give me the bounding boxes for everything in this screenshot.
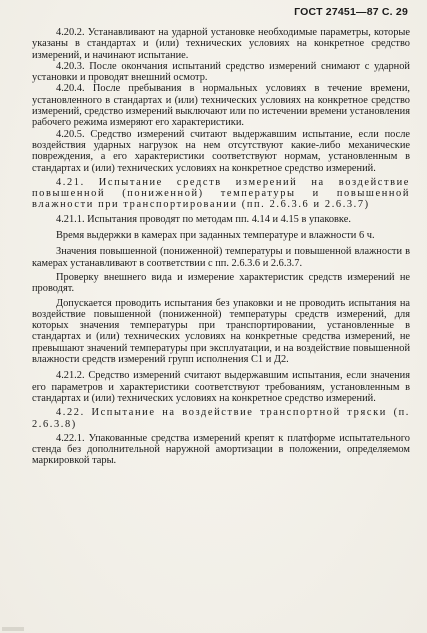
section-heading-4-21: 4.21. Испытание средств измерений на воздействие повышенной (пониженной) температуры и повышенной влажности при транспортировании (пп. 2.6.3.6 и 2.6.3.7)	[32, 176, 410, 211]
paragraph-4-22-1: 4.22.1. Упакованные средства измерений крепят к платформе испытательного стенда без дополнительной наружной амортизации в положении, определяемом маркировкой тары.	[32, 432, 410, 467]
page-header: ГОСТ 27451—87 С. 29	[294, 6, 408, 18]
paragraph-inspection: Проверку внешнего вида и измерение характеристик средств измерений не проводят.	[32, 271, 410, 295]
paragraph-4-20-2: 4.20.2. Устанавливают на ударной установке необходимые параметры, которые указаны в стандартах и (или) технических условиях на конкретное средство измерений, и начинают испытание.	[32, 27, 410, 61]
paragraph-exposure-time: Время выдержки в камерах при заданных температуре и влажности 6 ч.	[56, 230, 375, 242]
section-heading-4-22: 4.22. Испытание на воздействие транспортной тряски (п. 2.6.3.8)	[32, 407, 410, 430]
paragraph-4-20-5: 4.20.5. Средство измерений считают выдержавшим испытание, если после воздействия ударных нагрузок на нем отсутствуют какие-либо механические повреждения, а его характеристики соответствуют нормам, установленным в стандартах и (или) технических условиях на конкретное средство измерений.	[32, 128, 410, 174]
paragraph-4-21-1: 4.21.1. Испытания проводят по методам пп. 4.14 и 4.15 в упаковке.	[56, 213, 351, 225]
paragraph-allowed-exceptions: Допускается проводить испытания без упаковки и не проводить испытания на воздействие повышенной (пониженной) температуры средств измерений, для которых значения температуры при транспортировании, установленные в стандартах и (или) технических условиях на конкретные средства измерений, не превышают значений температуры при эксплуатации, и на воздействие повышенной влажности средств измерений групп исполнения С1 и Д2.	[32, 297, 410, 366]
paragraph-4-21-2: 4.21.2. Средство измерений считают выдержавшим испытания, если значения его параметров и характеристики соответствуют требованиям, установленным в стандартах и (или) технических условиях на конкретное средство измерений.	[32, 370, 410, 404]
scan-artifact	[2, 627, 24, 631]
paragraph-chamber-values: Значения повышенной (пониженной) температуры и повышенной влажности в камерах устанавливают в соответствии с пп. 2.6.3.6 и 2.6.3.7.	[32, 246, 410, 269]
paragraph-4-20-4: 4.20.4. После пребывания в нормальных условиях в течение времени, установленного в стандартах и (или) технических условиях на конкретное средство измерений, средство измерений выключают или по истечении времени установления рабочего режима измеряют его характеристики.	[32, 83, 410, 129]
document-body	[32, 27, 410, 467]
paragraph-4-20-3: 4.20.3. После окончания испытаний средство измерений снимают с ударной установки и проводят внешний осмотр.	[32, 60, 410, 84]
